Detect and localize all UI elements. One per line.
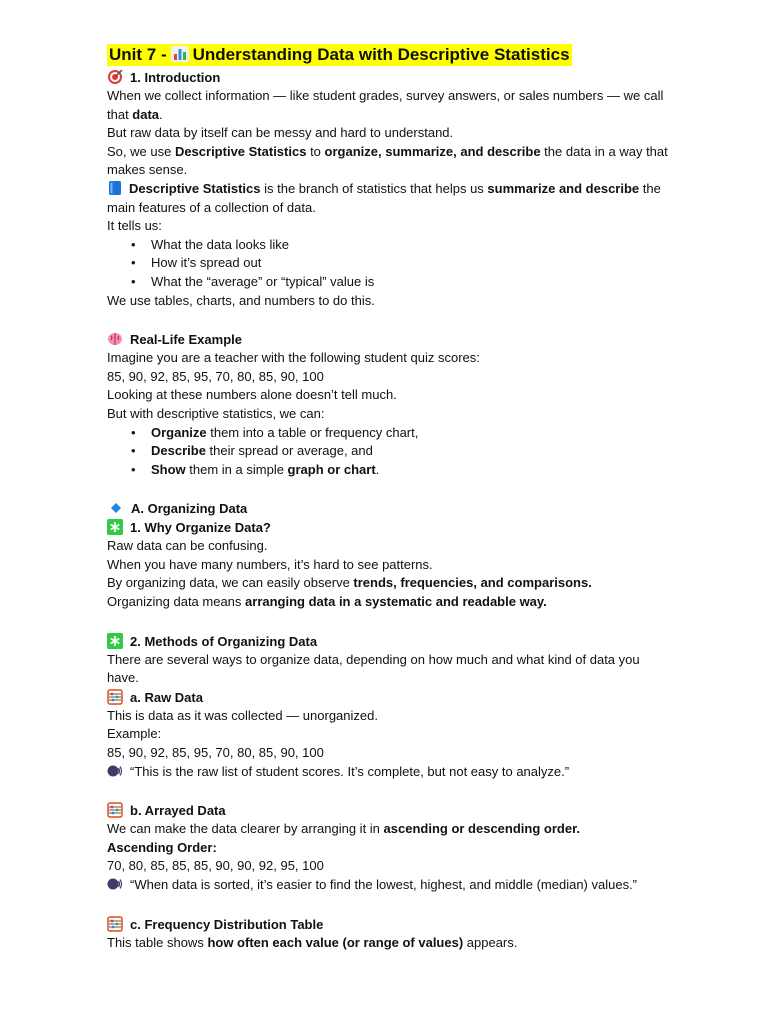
why-organize-heading: 1. Why Organize Data?: [107, 518, 668, 537]
intro-paragraph-3: So, we use Descriptive Statistics to organize, summarize, and describe the data in a way that makes sense.: [107, 143, 668, 178]
raw-paragraph-1: This is data as it was collected — unorganized.: [107, 707, 378, 723]
intro-paragraph-2: But raw data by itself can be messy and hard to understand.: [107, 125, 454, 141]
organizing-paragraph-4: Organizing data means arranging data in a systematic and readable way.: [107, 594, 547, 610]
abacus-icon: [107, 802, 123, 818]
arrayed-scores: 70, 80, 85, 85, 85, 90, 90, 92, 95, 100: [107, 858, 324, 874]
example-scores: 85, 90, 92, 85, 95, 70, 80, 85, 90, 100: [107, 368, 324, 384]
raw-scores: 85, 90, 92, 85, 95, 70, 80, 85, 90, 100: [107, 745, 324, 761]
example-bullet-list: [107, 424, 668, 480]
list-item: • What the “average” or “typical” value is: [151, 273, 668, 292]
intro-heading: 1. Introduction: [107, 68, 668, 87]
speaking-head-icon: [107, 876, 123, 892]
arrayed-data-heading: b. Arrayed Data: [107, 801, 668, 820]
speaking-head-icon: [107, 763, 123, 779]
example-paragraph-2: Looking at these numbers alone doesn’t tell much.: [107, 387, 397, 403]
example-heading: Real-Life Example: [107, 330, 668, 349]
blue-book-icon: [107, 180, 123, 196]
frequency-table-heading: c. Frequency Distribution Table: [107, 915, 668, 934]
ascending-order-label: Ascending Order:: [107, 839, 217, 855]
raw-quote: “This is the raw list of student scores. It’s complete, but not easy to analyze.”: [107, 763, 668, 782]
arrayed-quote: “When data is sorted, it’s easier to find the lowest, highest, and middle (median) values.”: [107, 876, 668, 895]
blue-diamond-icon: [110, 500, 122, 512]
intro-paragraph-1: When we collect information — like student grades, survey answers, or sales numbers — we call that data.: [107, 88, 664, 122]
list-item: • How it’s spread out: [151, 254, 668, 273]
intro-closing: We use tables, charts, and numbers to do this.: [107, 292, 375, 308]
target-icon: [107, 69, 123, 85]
example-paragraph-3: But with descriptive statistics, we can:: [107, 405, 325, 421]
list-item: • What the data looks like: [151, 236, 668, 255]
methods-heading: 2. Methods of Organizing Data: [107, 632, 668, 651]
abacus-icon: [107, 689, 123, 705]
raw-data-heading: a. Raw Data: [107, 688, 668, 707]
abacus-icon: [107, 916, 123, 932]
document-title: Unit 7 - Understanding Data with Descriptive Statistics: [109, 45, 570, 64]
organizing-paragraph-3: By organizing data, we can easily observe trends, frequencies, and comparisons.: [107, 575, 592, 591]
arrayed-paragraph-1: We can make the data clearer by arranging it in ascending or descending order.: [107, 821, 581, 837]
raw-example-label: Example:: [107, 726, 162, 742]
list-item: • Show them in a simple graph or chart.: [151, 461, 668, 480]
definition-paragraph: Descriptive Statistics is the branch of statistics that helps us summarize and describe the main features of a collection of data.: [107, 180, 661, 215]
intro-bullet-list: [107, 236, 668, 292]
list-item: • Describe their spread or average, and: [151, 442, 668, 461]
green-asterisk-icon: [107, 633, 123, 649]
organizing-heading: A. Organizing Data: [107, 499, 668, 518]
brain-icon: [107, 331, 123, 347]
tells-us: It tells us:: [107, 218, 162, 234]
organizing-paragraph-2: When you have many numbers, it’s hard to see patterns.: [107, 556, 433, 572]
methods-paragraph-1: There are several ways to organize data, depending on how much and what kind of data you have.: [107, 651, 640, 686]
organizing-paragraph-1: Raw data can be confusing.: [107, 538, 268, 554]
green-asterisk-icon: [107, 519, 123, 535]
bar-chart-icon: [171, 46, 189, 62]
frequency-paragraph-1: This table shows how often each value (or range of values) appears.: [107, 934, 518, 950]
list-item: • Organize them into a table or frequency chart,: [151, 424, 668, 443]
example-paragraph-1: Imagine you are a teacher with the following student quiz scores:: [107, 350, 480, 366]
